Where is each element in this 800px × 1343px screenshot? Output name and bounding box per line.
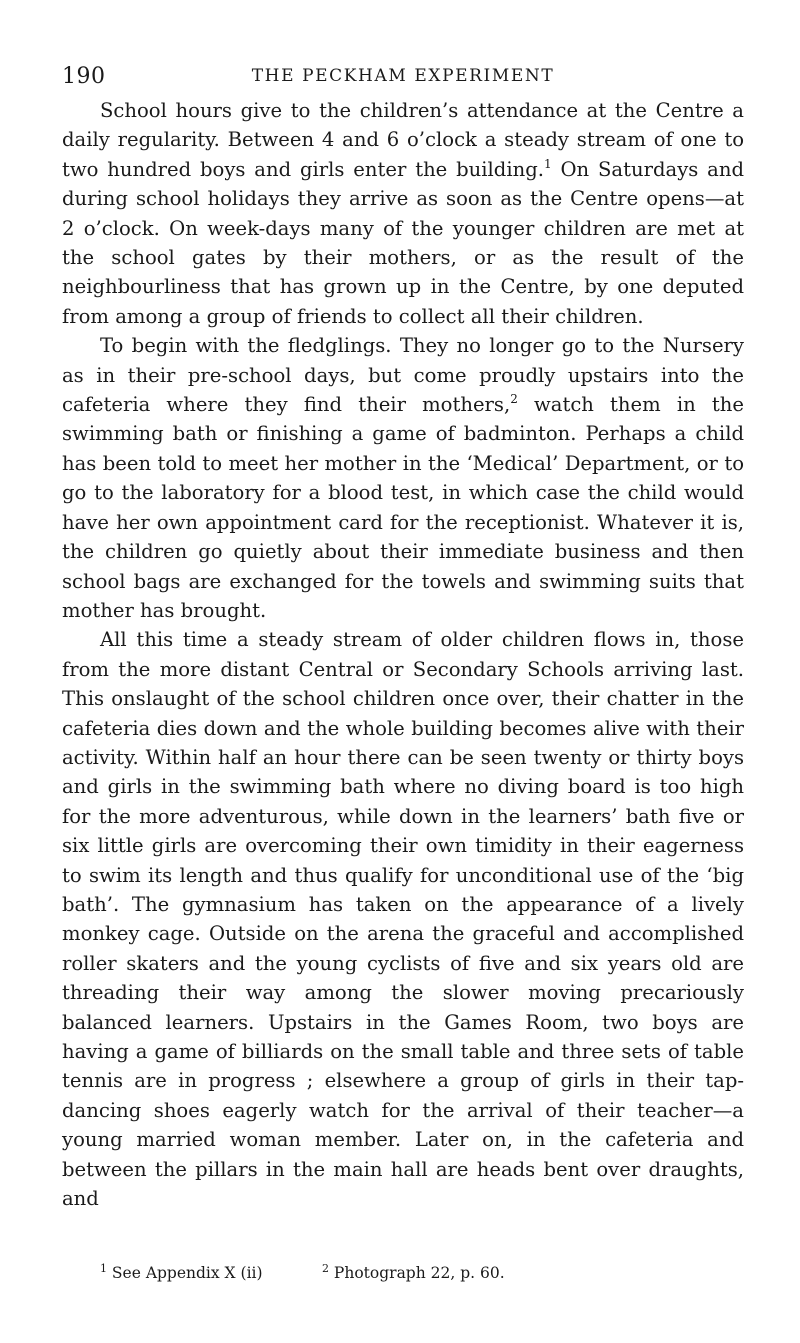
footnote-marker: 1 — [100, 1262, 107, 1275]
paragraph-fledglings — [62, 331, 744, 625]
paragraph-text: To begin with the fledglings. They no longer go to the Nursery as in their pre-school days, but come proudly upstairs into the cafeteria where they find their mothers, — [62, 334, 744, 417]
running-title: THE PECKHAM EXPERIMENT — [251, 66, 555, 86]
paragraph-text: School hours give to the children’s attendance at the Centre a daily regularity. Between 4 and 6 o’clock a steady stream of one to two hundred boys and girls enter the building. — [62, 99, 744, 181]
paragraph-school-hours — [62, 96, 744, 331]
footnote-1 — [100, 1262, 263, 1284]
footnote-text: See Appendix X (ii) — [107, 1264, 263, 1282]
footnote-reference: 1 — [544, 156, 552, 171]
paragraph-text: On Saturdays and during school holidays they arrive as soon as the Centre opens—at 2 o’clock. On week-days many of the younger children are met at the school gates by their mothers, or as the result of the neighbourliness that has grown up in the Centre, by one deputed from among a group of friends to collect all their children. — [62, 157, 744, 328]
footnote-reference: 2 — [510, 392, 518, 407]
footnote-2 — [322, 1262, 505, 1284]
paragraph-older-children — [62, 625, 744, 1213]
running-head — [62, 64, 744, 88]
footnote-text: Photograph 22, p. 60. — [329, 1264, 505, 1282]
paragraph-text: watch them in the swimming bath or finishing a game of badminton. Perhaps a child has been told to meet her mother in the ‘Medical’ Department, or to go to the laboratory for a blood test, in which case the child would have her own appointment card for the receptionist. Whatever it is, the children go quietly about their immediate business and then school bags are exchanged for the towels and swimming suits that mother has brought. — [62, 393, 744, 622]
footnote-marker: 2 — [322, 1262, 329, 1275]
page-number: 190 — [62, 64, 106, 89]
body-text — [62, 96, 744, 1213]
paragraph-text: All this time a steady stream of older children flows in, those from the more distant Central or Secondary Schools arriving last. This onslaught of the school children once over, their chatter in the cafeteria dies down and the whole building becomes alive with their activity. Within half an hour there can be seen twenty or thirty boys and girls in the swimming bath where no diving board is too high for the more adventurous, while down in the learners’ bath five or six little girls are overcoming their own timidity in their eagerness to swim its length and thus qualify for unconditional use of the ‘big bath’. The gymnasium has taken on the appearance of a lively monkey cage. Outside on the arena the graceful and accomplished roller skaters and the young cyclists of five and six years old are threading their way among the slower moving precariously balanced learners. Upstairs in the Games Room, two boys are having a game of billiards on the small table and three sets of table tennis are in progress ; elsewhere a group of girls in their tap-dancing shoes eagerly watch for the arrival of their teacher—a young married woman member. Later on, in the cafeteria and between the pillars in the main hall are heads bent over draughts, and — [62, 628, 744, 1211]
